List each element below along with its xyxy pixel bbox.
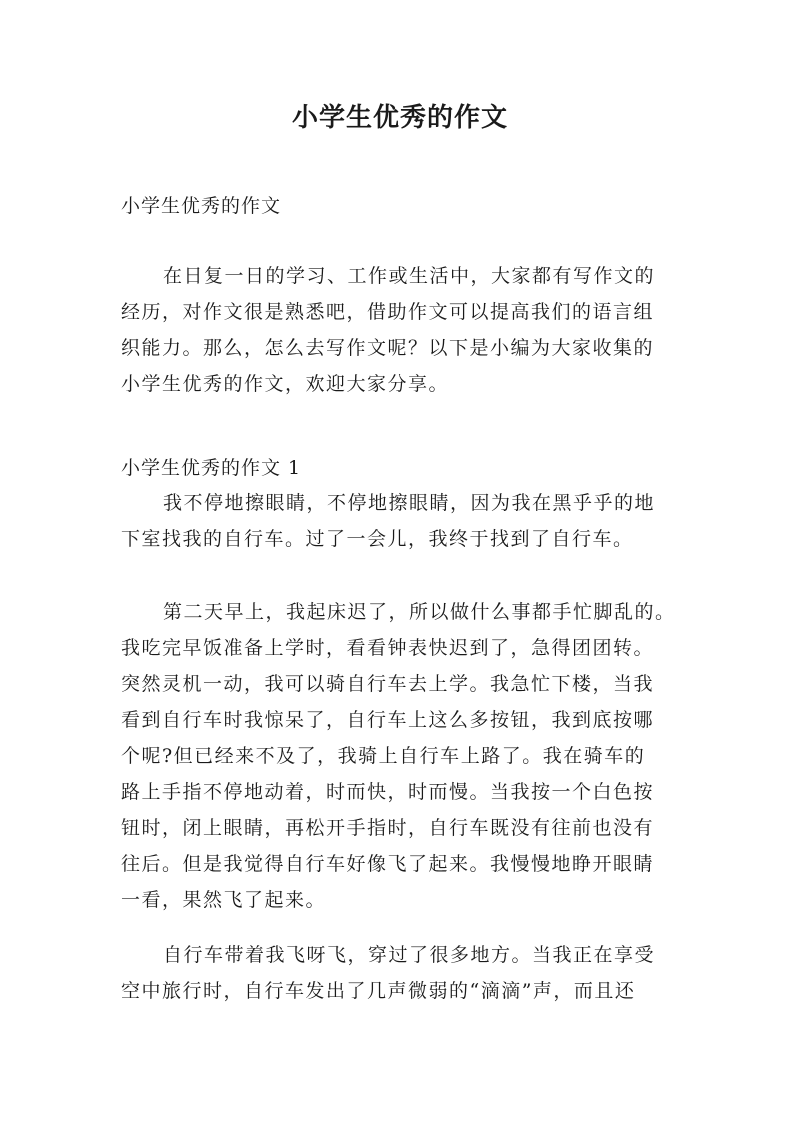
section-heading: 小学生优秀的作文 1 [121, 457, 302, 479]
intro-line: 在日复一日的学习、工作或生活中，大家都有写作文的 [163, 265, 656, 287]
intro-line: 经历，对作文很是熟悉吧，借助作文可以提高我们的语言组 [121, 301, 655, 323]
document-title: 小学生优秀的作文 [291, 103, 508, 133]
essay-paragraph-3 [121, 937, 691, 1009]
paragraph-line: 下室找我的自行车。过了一会儿，我终于找到了自行车。 [121, 528, 634, 550]
intro-line: 小学生优秀的作文，欢迎大家分享。 [121, 373, 450, 395]
paragraph-line: 空中旅行时，自行车发出了几声微弱的“滴滴”声，而且还 [121, 980, 636, 1002]
paragraph-line: 一看，果然飞了起来。 [121, 889, 327, 911]
document-subtitle: 小学生优秀的作文 [121, 195, 282, 217]
paragraph-line: 第二天早上，我起床迟了，所以做什么事都手忙脚乱的。 [163, 601, 676, 623]
paragraph-line: 自行车带着我飞呀飞，穿过了很多地方。当我正在享受 [163, 944, 656, 966]
paragraph-line: 钮时，闭上眼睛，再松开手指时，自行车既没有往前也没有 [121, 817, 655, 839]
paragraph-line: 看到自行车时我惊呆了，自行车上这么多按钮，我到底按哪 [121, 709, 655, 731]
intro-paragraph [121, 258, 691, 402]
paragraph-line: 我吃完早饭准备上学时，看看钟表快迟到了，急得团团转。 [121, 637, 655, 659]
paragraph-line: 路上手指不停地动着，时而快，时而慢。当我按一个白色按 [121, 781, 655, 803]
paragraph-line: 个呢?但已经来不及了，我骑上自行车上路了。我在骑车的 [121, 745, 646, 767]
essay-paragraph-1 [121, 485, 691, 557]
intro-line: 织能力。那么，怎么去写作文呢？以下是小编为大家收集的 [121, 337, 655, 359]
paragraph-line: 突然灵机一动，我可以骑自行车去上学。我急忙下楼，当我 [121, 673, 655, 695]
paragraph-line: 往后。但是我觉得自行车好像飞了起来。我慢慢地睁开眼睛 [121, 853, 655, 875]
essay-paragraph-2 [121, 594, 691, 918]
paragraph-line: 我不停地擦眼睛，不停地擦眼睛，因为我在黑乎乎的地 [163, 492, 656, 514]
